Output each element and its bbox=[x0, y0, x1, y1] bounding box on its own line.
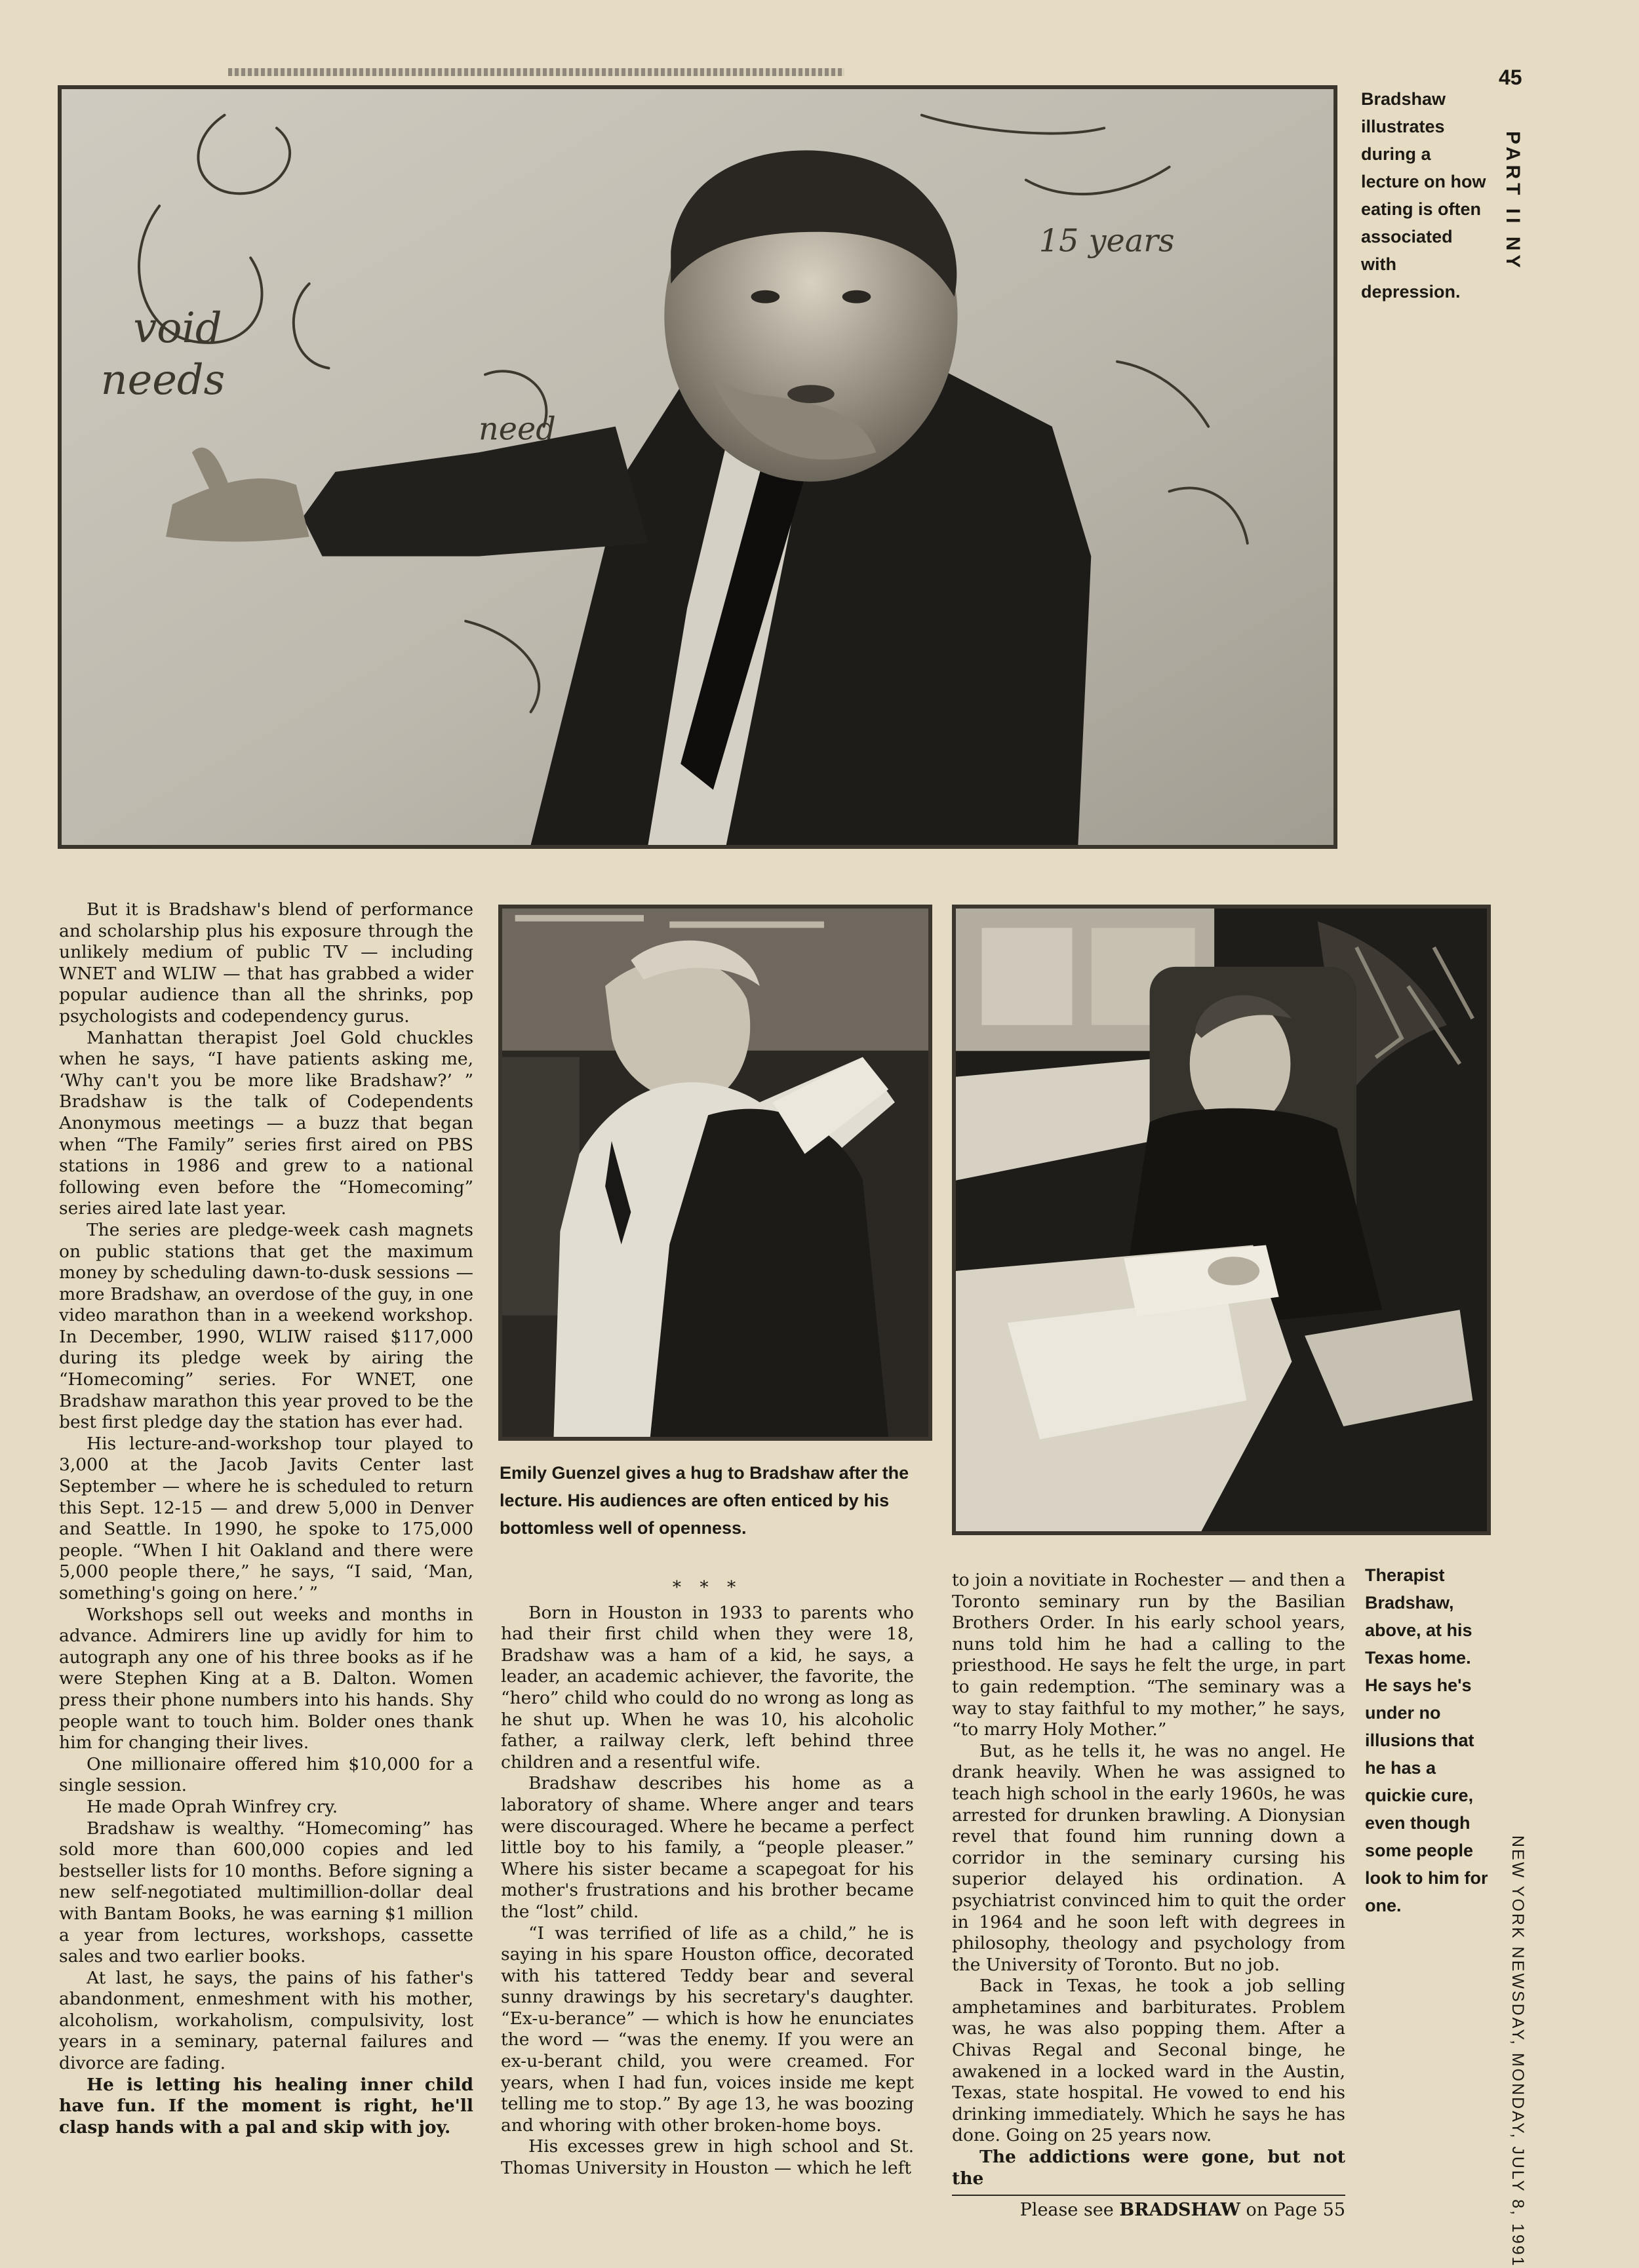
jump-target[interactable]: BRADSHAW bbox=[1119, 2200, 1240, 2221]
article-paragraph: Bradshaw describes his home as a laboratory of shame. Where anger and tears were discouraged. Where he became a perfect little boy to his family, a “people pleaser.” Where his sister became a scapegoat for his mother's frustrations and his brother became the “lost” child. bbox=[501, 1773, 914, 1922]
article-paragraph: One millionaire offered him $10,000 for a single session. bbox=[59, 1753, 473, 1796]
article-paragraph: But, as he tells it, he was no angel. He drank heavily. When he was assigned to teach high school in the early 1960s, he was arrested for drunken brawling. A Dionysian revel that found him running down a corridor in the seminary cursing his superior delayed his ordination. A psychiatrist convinced him to quit the order in 1964 and he soon left with degrees in philosophy, theology and psychology from the University of Toronto. But no job. bbox=[952, 1740, 1345, 1975]
svg-text:15 years: 15 years bbox=[1038, 223, 1175, 260]
caption-lecture bbox=[1361, 85, 1490, 305]
article-paragraph-bold: He is letting his healing inner child have fun. If the moment is right, he'll clasp hands with a pal and skip with joy. bbox=[59, 2074, 473, 2138]
jump-suffix: on Page 55 bbox=[1246, 2200, 1345, 2221]
article-column-2 bbox=[501, 1577, 914, 2180]
caption-home bbox=[1365, 1561, 1493, 1919]
article-paragraph: The series are pledge-week cash magnets on public stations that get the maximum money by scheduling dawn-to-dusk sessions — more Bradshaw, an overdose of the guy, in one video marathon than in a weekend workshop. In December, 1990, WLIW raised $117,000 during its pledge week by airing the “Homecoming” series. For WNET, one Bradshaw marathon this year proved to be the best first pledge day the station has ever had. bbox=[59, 1219, 473, 1433]
article-paragraph: Manhattan therapist Joel Gold chuckles when he says, “I have patients asking me, ‘Why can't you be more like Bradshaw?’ ” Bradshaw is the talk of Codependents Anonymous meetings — a buzz that began when “The Family” series first aired on PBS stations in 1986 and grew to a national following even before the “Homecoming” series aired late last year. bbox=[59, 1027, 473, 1219]
article-column-3 bbox=[952, 1570, 1345, 2221]
article-paragraph: His excesses grew in high school and St. Thomas University in Houston — which he left bbox=[501, 2136, 914, 2179]
article-paragraph: Bradshaw is wealthy. “Homecoming” has sold more than 600,000 copies and led bestseller lists for 10 months. Before signing a new self-negotiated multimillion-dollar deal with Bantam Books, he was earning $1 million a year from lectures, workshops, cassette sales and two earlier books. bbox=[59, 1818, 473, 1967]
article-paragraph: “I was terrified of life as a child,” he is saying in his spare Houston office, decorated with his tattered Teddy bear and several sunny drawings by his secretary's daughter. “Ex-u-berance” — which is how he enunciates the word — “was the enemy. If you were an ex-u-berant child, you were creamed. For years, when I had fun, voices inside me kept telling me to stop.” By age 13, he was boozing and whoring with other broken-home boys. bbox=[501, 1923, 914, 2136]
article-paragraph: Workshops sell out weeks and months in advance. Admirers line up avidly for him to autograph any one of his three books as if he were Stephen King at a B. Dalton. Women press their phone numbers into his hands. Shy people want to touch him. Bolder ones thank him for changing their lives. bbox=[59, 1604, 473, 1753]
article-paragraph: to join a novitiate in Rochester — and then a Toronto seminary run by the Basilian Brothers Order. In his early school years, nuns told him he had a calling to the priesthood. He says he felt the urge, in part to gain redemption. “The seminary was a way to stay faithful to my mother,” he says, “to marry Holy Mother.” bbox=[952, 1570, 1345, 1740]
svg-text:need: need bbox=[479, 411, 556, 448]
caption-hug-text: Emily Guenzel gives a hug to Bradshaw after the lecture. His audiences are often enticed by his bottomless well of openness. bbox=[500, 1463, 909, 1538]
caption-lecture-text: Bradshaw illustrates during a lecture on how eating is often associated with depression. bbox=[1361, 89, 1486, 302]
jump-line[interactable] bbox=[952, 2200, 1345, 2221]
article-paragraph: At last, he says, the pains of his father's abandonment, enmeshment with his mother, alcoholism, workaholism, compulsivity, lost years in a seminary, paternal failures and divorce are fading. bbox=[59, 1967, 473, 2074]
article-paragraph: Born in Houston in 1933 to parents who had their first child when they were 18, Bradshaw was a ham of a kid, he says, a leader, an academic achiever, the favorite, the “hero” child who could do no wrong as long as he shut up. When he was 10, his alcoholic father, a railway clerk, left behind three children and a resentful wife. bbox=[501, 1602, 914, 1772]
article-paragraph: Back in Texas, he took a job selling amphetamines and barbiturates. Problem was, he was also popping them. After a Chivas Regal and Seconal binge, he awakened in a locked ward in the Austin, Texas, state hospital. He vowed to end his drinking immediately. Which he says he has done. Going on 25 years now. bbox=[952, 1976, 1345, 2146]
photo-hug bbox=[498, 905, 932, 1441]
publication-folio: NEW YORK NEWSDAY, MONDAY, JULY 8, 1991 bbox=[1509, 1835, 1527, 2268]
top-rule bbox=[228, 68, 844, 76]
article-paragraph-bold: The addictions were gone, but not the bbox=[952, 2147, 1345, 2189]
article-paragraph: But it is Bradshaw's blend of performance and scholarship plus his exposure through the unlikely medium of public TV — including WNET and WLIW — that has grabbed a wider popular audience than all the shrinks, pop psychologists and codependency gurus. bbox=[59, 899, 473, 1026]
article-paragraph: His lecture-and-workshop tour played to 3,000 at the Jacob Javits Center last September — where he is scheduled to return this Sept. 12-15 — and drew 5,000 in Denver and Seattle. In 1990, he spoke to 175,000 people. “When I hit Oakland and there were 5,000 people there,” he says, “I said, ‘Man, something's going on here.’ ” bbox=[59, 1433, 473, 1603]
caption-hug bbox=[500, 1459, 936, 1542]
svg-text:needs: needs bbox=[100, 355, 226, 404]
page-number: 45 bbox=[1499, 66, 1522, 89]
caption-home-text: Therapist Bradshaw, above, at his Texas home. He says he's under no illusions that he has a quickie cure, even though some people look to him for one. bbox=[1365, 1565, 1488, 1915]
photo-home bbox=[952, 905, 1491, 1535]
section-separator: * * * bbox=[672, 1577, 743, 1597]
section-label: PART II NY bbox=[1502, 131, 1524, 272]
photo-lecture-whiteboard bbox=[58, 85, 1337, 849]
jump-prefix: Please see bbox=[1019, 2200, 1114, 2221]
article-paragraph: He made Oprah Winfrey cry. bbox=[87, 1796, 338, 1817]
jump-rule bbox=[952, 2195, 1345, 2196]
svg-text:void: void bbox=[133, 303, 222, 352]
article-column-1 bbox=[59, 899, 473, 2138]
